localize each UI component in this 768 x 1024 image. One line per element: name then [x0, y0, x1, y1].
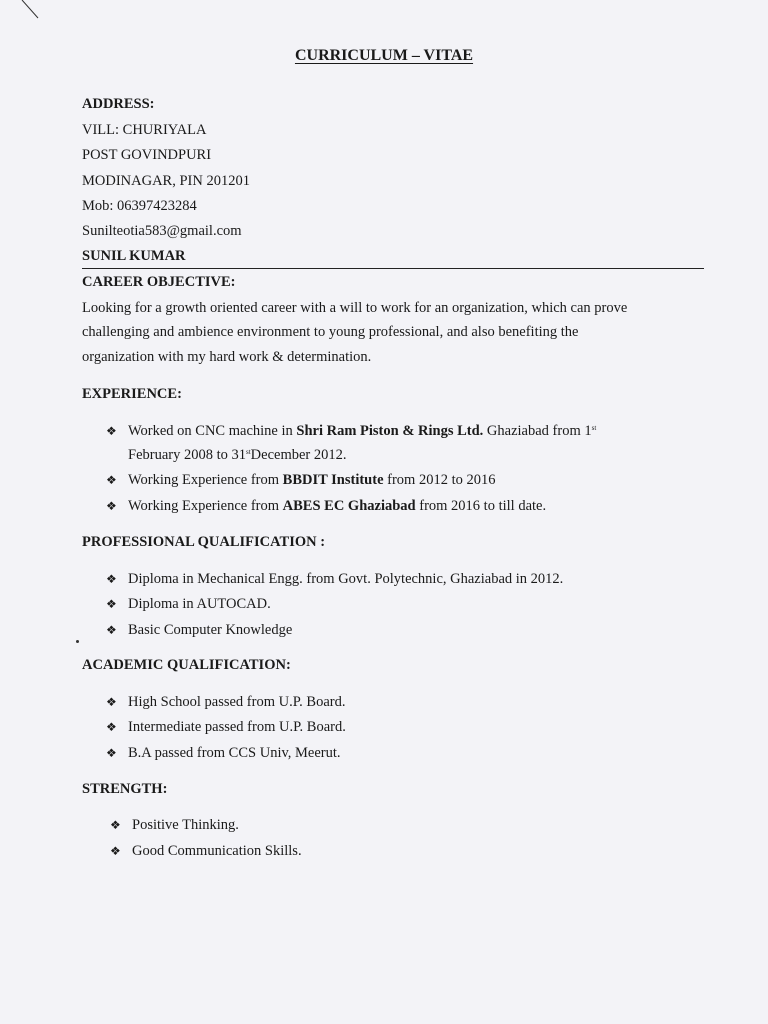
scan-mark	[20, 0, 44, 20]
experience-item-3: ❖ Working Experience from ABES EC Ghaziabad from 2016 to till date.	[106, 498, 547, 514]
strength-heading: STRENGTH:	[82, 781, 168, 797]
bullet-icon: ❖	[110, 844, 121, 858]
scan-speck	[76, 640, 79, 643]
strength-item-1: ❖ Positive Thinking.	[110, 817, 239, 833]
experience-item-1-cont: February 2008 to 31stDecember 2012.	[128, 447, 347, 463]
name-divider	[82, 268, 704, 269]
academic-item-3: ❖ B.A passed from CCS Univ, Meerut.	[106, 745, 341, 761]
academic-item-1: ❖ High School passed from U.P. Board.	[106, 694, 346, 710]
address-line-village: VILL: CHURIYALA	[82, 122, 207, 138]
address-line-post: POST GOVINDPURI	[82, 147, 212, 163]
career-objective-line-2: challenging and ambience environment to young professional, and also benefiting the	[82, 324, 579, 340]
bullet-icon: ❖	[110, 818, 121, 832]
experience-heading: EXPERIENCE:	[82, 386, 182, 402]
career-objective-heading: CAREER OBJECTIVE:	[82, 274, 236, 290]
bullet-icon: ❖	[106, 473, 117, 487]
mobile-number: Mob: 06397423284	[82, 198, 197, 214]
address-heading: ADDRESS:	[82, 96, 155, 112]
email-address: Sunilteotia583@gmail.com	[82, 223, 242, 239]
academic-item-2: ❖ Intermediate passed from U.P. Board.	[106, 719, 346, 735]
bullet-icon: ❖	[106, 597, 117, 611]
professional-item-2: ❖ Diploma in AUTOCAD.	[106, 596, 271, 612]
experience-item-2: ❖ Working Experience from BBDIT Institute from 2012 to 2016	[106, 472, 496, 488]
bullet-icon: ❖	[106, 623, 117, 637]
academic-qualification-heading: ACADEMIC QUALIFICATION:	[82, 657, 291, 673]
bullet-icon: ❖	[106, 499, 117, 513]
career-objective-line-1: Looking for a growth oriented career with a will to work for an organization, which can prove	[82, 300, 628, 316]
professional-qualification-heading: PROFESSIONAL QUALIFICATION :	[82, 534, 326, 550]
professional-item-3: ❖ Basic Computer Knowledge	[106, 622, 293, 638]
address-line-city: MODINAGAR, PIN 201201	[82, 173, 250, 189]
candidate-name: SUNIL KUMAR	[82, 248, 186, 264]
experience-item-1: ❖ Worked on CNC machine in Shri Ram Piston & Rings Ltd. Ghaziabad from 1st	[106, 423, 597, 439]
strength-item-2: ❖ Good Communication Skills.	[110, 843, 302, 859]
bullet-icon: ❖	[106, 695, 117, 709]
bullet-icon: ❖	[106, 746, 117, 760]
bullet-icon: ❖	[106, 720, 117, 734]
professional-item-1: ❖ Diploma in Mechanical Engg. from Govt. Polytechnic, Ghaziabad in 2012.	[106, 571, 564, 587]
document-title: CURRICULUM – VITAE	[294, 47, 474, 64]
career-objective-line-3: organization with my hard work & determination.	[82, 349, 372, 365]
bullet-icon: ❖	[106, 572, 117, 586]
bullet-icon: ❖	[106, 424, 117, 438]
